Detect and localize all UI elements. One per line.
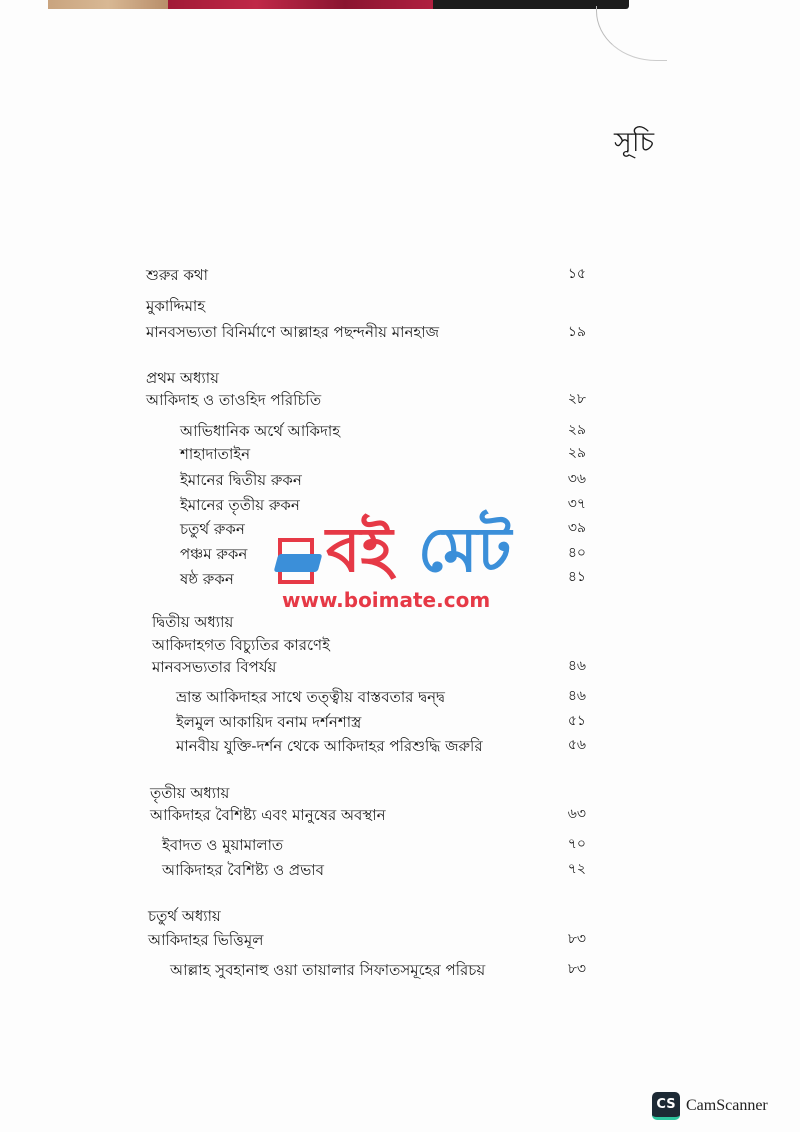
toc-page-number: ১৫ (567, 266, 586, 282)
toc-subentry: মানবীয় যুক্তি-দর্শন থেকে আকিদাহর পরিশুদ্ধি জরুরি (176, 737, 483, 755)
page-title: সূচি (614, 127, 655, 158)
toc-subentry: পঞ্চম রুকন (180, 545, 248, 563)
toc-entry: আকিদাহর ভিত্তিমূল (148, 931, 264, 949)
toc-subentry: আল্লাহ সুবহানাহু ওয়া তায়ালার সিফাতসমূহের পরিচয় (170, 961, 486, 979)
toc-subentry: ইমানের দ্বিতীয় রুকন (180, 471, 302, 489)
toc-subentry: আভিধানিক অর্থে আকিদাহ (180, 422, 341, 440)
toc-entry: মানবসভ্যতা বিনির্মাণে আল্লাহর পছন্দনীয় মানহাজ (146, 323, 440, 341)
toc-entry: আকিদাহ ও তাওহিদ পরিচিতি (146, 391, 322, 409)
watermark-logo-text-red: বই (326, 513, 393, 586)
toc-chapter-heading: দ্বিতীয় অধ্যায় (152, 613, 234, 631)
toc-page-number: ১৯ (567, 324, 586, 340)
toc-chapter-heading: তৃতীয় অধ্যায় (150, 784, 230, 802)
toc-subentry: শাহাদাতাইন (180, 445, 251, 463)
toc-entry: আকিদাহর বৈশিষ্ট্য এবং মানুষের অবস্থান (150, 806, 386, 824)
toc-page-number: ২৮ (567, 391, 586, 407)
toc-subentry: ইলমুল আকায়িদ বনাম দর্শনশাস্ত্র (176, 713, 362, 731)
toc-subentry: ইমানের তৃতীয় রুকন (180, 496, 300, 514)
toc-subentry: আকিদাহর বৈশিষ্ট্য ও প্রভাব (162, 861, 324, 879)
toc-page-number: ২৯ (567, 445, 586, 461)
toc-page-number: ৪৬ (567, 688, 586, 704)
toc-entry: মানবসভ্যতার বিপর্যয় (152, 658, 277, 676)
camscanner-label: CamScanner (686, 1097, 768, 1114)
toc-page-number: ২৯ (567, 422, 586, 438)
toc-page-number: ৩৭ (567, 496, 586, 512)
toc-chapter-heading: চতুর্থ অধ্যায় (148, 907, 221, 925)
toc-page-number: ৪১ (567, 569, 586, 585)
toc-subentry: ইবাদত ও মুয়ামালাত (162, 836, 284, 854)
toc-page-number: ৪০ (567, 545, 586, 561)
camscanner-logo-icon: CS (652, 1092, 680, 1120)
watermark-logo (278, 513, 526, 588)
page-curl (596, 6, 667, 61)
toc-subentry: ভ্রান্ত আকিদাহর সাথে তত্ত্বীয় বাস্তবতার দ্বন্দ্ব (176, 688, 445, 706)
toc-page-number: ৫৬ (567, 737, 586, 753)
toc-page-number: ৭২ (567, 861, 586, 877)
toc-page-number: ৮৩ (567, 931, 586, 947)
toc-page-number: ৬৩ (567, 806, 586, 822)
watermark-url: www.boimate.com (282, 588, 491, 612)
toc-entry: আকিদাহগত বিচ্যুতির কারণেই (152, 636, 330, 654)
toc-subentry: ষষ্ঠ রুকন (180, 570, 234, 588)
toc-chapter-heading: প্রথম অধ্যায় (146, 369, 219, 387)
toc-section-heading: মুকাদ্দিমাহ (146, 297, 206, 315)
book-cover-edge (168, 0, 433, 9)
book-icon (274, 554, 323, 572)
camscanner-badge (652, 1092, 768, 1120)
toc-page-number: ৭০ (567, 836, 586, 852)
toc-entry: শুরুর কথা (146, 266, 208, 284)
watermark-logo-text-blue: মেট (418, 513, 512, 586)
toc-subentry: চতুর্থ রুকন (180, 520, 245, 538)
toc-page-number: ৩৯ (567, 520, 586, 536)
toc-page-number: ৮৩ (567, 961, 586, 977)
toc-page-number: ৩৬ (567, 471, 586, 487)
book-cover-edge (48, 0, 168, 9)
toc-page-number: ৪৬ (567, 658, 586, 674)
toc-page-number: ৫১ (567, 713, 586, 729)
